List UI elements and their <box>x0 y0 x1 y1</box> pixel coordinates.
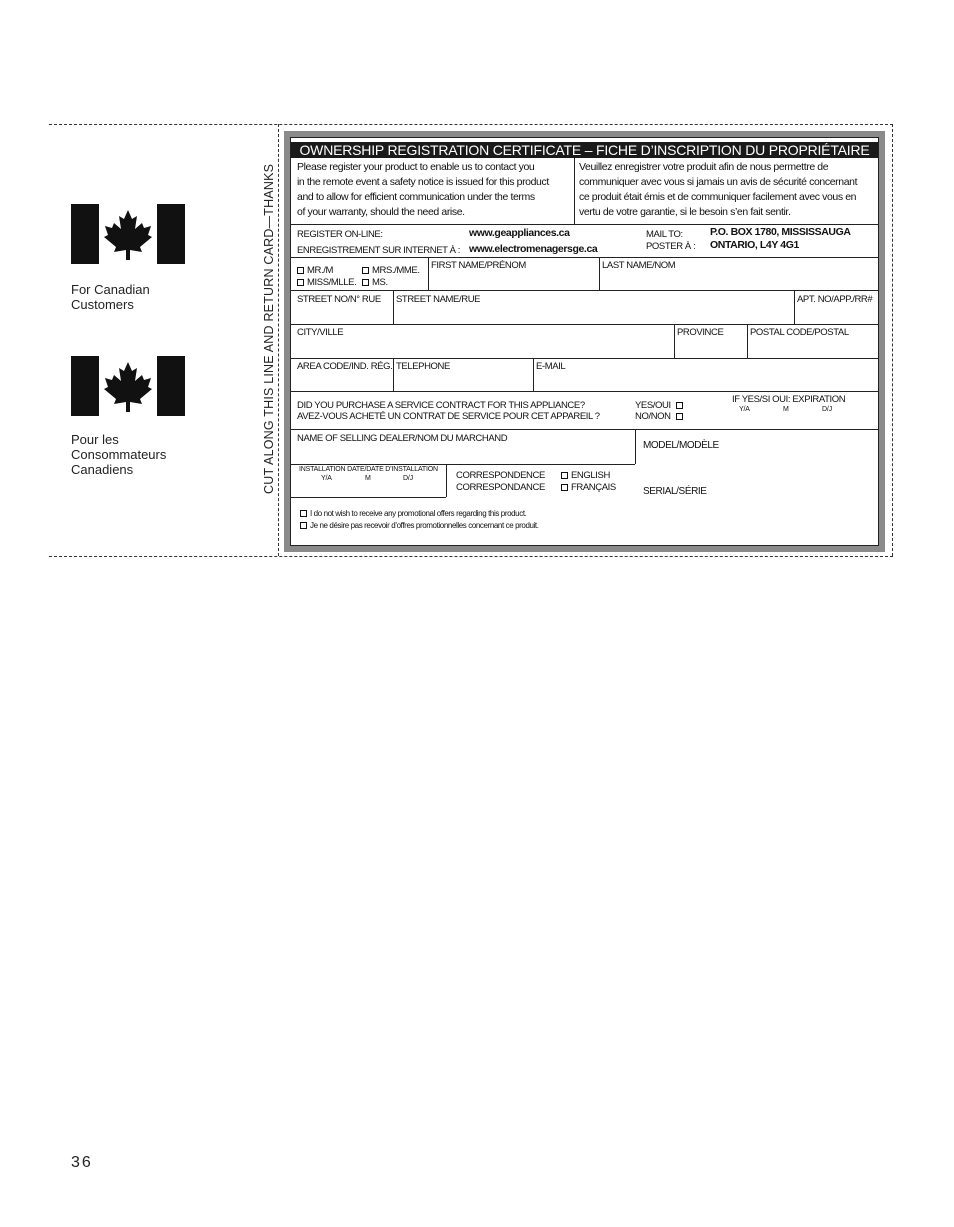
first-name-field[interactable]: FIRST NAME/PRÉNOM <box>431 260 526 271</box>
divider <box>291 497 446 498</box>
divider <box>393 358 394 391</box>
page-number: 36 <box>71 1154 93 1171</box>
divider <box>291 257 878 258</box>
expiration-year[interactable]: Y/A <box>739 406 750 413</box>
province-field[interactable]: PROVINCE <box>677 327 724 338</box>
divider <box>291 464 635 465</box>
postal-code-field[interactable]: POSTAL CODE/POSTAL <box>750 327 849 338</box>
divider <box>674 324 675 358</box>
mail-to-label: MAIL TO: <box>646 229 683 240</box>
canada-flag-icon <box>71 356 185 416</box>
mail-address-line2: ONTARIO, L4Y 4G1 <box>710 239 799 251</box>
register-online-label: REGISTER ON-LINE: <box>297 229 383 240</box>
service-question-fr: AVEZ-VOUS ACHETÉ UN CONTRAT DE SERVICE POUR CET APPAREIL ? <box>297 411 600 422</box>
caption-fr: Pour les Consommateurs Canadiens <box>71 432 167 477</box>
caption-en: For Canadian Customers <box>71 282 150 312</box>
optout-en-checkbox[interactable]: I do not wish to receive any promotional offers regarding this product. <box>300 508 526 519</box>
divider <box>574 158 575 224</box>
mail-address-line1: P.O. BOX 1780, MISSISSAUGA <box>710 226 851 238</box>
divider <box>393 290 394 324</box>
title-ms-checkbox[interactable]: MS. <box>362 277 388 288</box>
divider <box>446 464 447 497</box>
cut-border-middle <box>278 124 279 556</box>
divider <box>291 391 878 392</box>
correspondence-en: CORRESPONDENCE <box>456 470 545 481</box>
intro-french: Veuillez enregistrer votre produit afin de nous permettre de communiquer avec vous si jamais un avis de sécurité concernant ce produit était émis et de communiquer facilement avec vous en vertu de votre garantie, si le besoin s’en fait sentir. <box>579 161 858 218</box>
cut-border-top <box>49 124 893 125</box>
divider <box>747 324 748 358</box>
model-field[interactable]: MODEL/MODÈLE <box>643 440 719 451</box>
divider <box>291 358 878 359</box>
francais-checkbox[interactable]: FRANÇAIS <box>561 482 616 493</box>
install-month[interactable]: M <box>365 475 371 482</box>
divider <box>599 257 600 290</box>
register-fr-link[interactable]: www.electromenagersge.ca <box>469 243 598 255</box>
service-question-en: DID YOU PURCHASE A SERVICE CONTRACT FOR THIS APPLIANCE? <box>297 400 585 411</box>
install-day[interactable]: D/J <box>403 475 413 482</box>
apt-field[interactable]: APT. NO/APP./RR# <box>797 294 873 305</box>
install-year[interactable]: Y/A <box>321 475 332 482</box>
title-mr-checkbox[interactable]: MR./M <box>297 265 333 276</box>
expiration-label: IF YES/SI OUI: EXPIRATION <box>732 394 846 405</box>
divider <box>428 257 429 290</box>
divider <box>291 429 878 430</box>
divider <box>291 324 878 325</box>
title-mrs-checkbox[interactable]: MRS./MME. <box>362 265 420 276</box>
install-date-label: INSTALLATION DATE/DATE D’INSTALLATION <box>299 466 438 473</box>
card-title: OWNERSHIP REGISTRATION CERTIFICATE – FICHE D’INSCRIPTION DU PROPRIÉTAIRE <box>291 142 878 158</box>
telephone-field[interactable]: TELEPHONE <box>396 361 450 372</box>
english-checkbox[interactable]: ENGLISH <box>561 470 610 481</box>
divider <box>291 224 878 225</box>
register-fr-label: ENREGISTREMENT SUR INTERNET À : <box>297 245 461 256</box>
cut-border-right <box>892 124 893 556</box>
poster-label: POSTER À : <box>646 241 696 252</box>
street-no-field[interactable]: STREET NO/N° RUE <box>297 294 381 305</box>
divider <box>533 358 534 391</box>
service-no-checkbox[interactable]: NO/NON <box>635 411 686 422</box>
cut-border-bottom <box>49 556 893 557</box>
cut-line-instruction: CUT ALONG THIS LINE AND RETURN CARD—THANKS <box>262 163 276 494</box>
registration-card <box>290 137 879 546</box>
dealer-field[interactable]: NAME OF SELLING DEALER/NOM DU MARCHAND <box>297 433 508 444</box>
last-name-field[interactable]: LAST NAME/NOM <box>602 260 676 271</box>
service-yes-checkbox[interactable]: YES/OUI <box>635 400 686 411</box>
expiration-month[interactable]: M <box>783 406 789 413</box>
expiration-day[interactable]: D/J <box>822 406 832 413</box>
canada-flag-icon <box>71 204 185 264</box>
correspondence-fr: CORRESPONDANCE <box>456 482 545 493</box>
divider <box>291 290 878 291</box>
intro-english: Please register your product to enable us to contact you in the remote event a safety notice is issued for this product and to allow for efficient communication under the terms of your warranty, should the need arise. <box>297 161 549 218</box>
area-code-field[interactable]: AREA CODE/IND. RÉG. <box>297 361 393 372</box>
serial-field[interactable]: SERIAL/SÉRIE <box>643 486 707 497</box>
city-field[interactable]: CITY/VILLE <box>297 327 344 338</box>
title-miss-checkbox[interactable]: MISS/MLLE. <box>297 277 356 288</box>
divider <box>635 429 636 464</box>
divider <box>794 290 795 324</box>
optout-fr-checkbox[interactable]: Je ne désire pas recevoir d’offres promotionnelles concernant ce produit. <box>300 520 539 531</box>
street-name-field[interactable]: STREET NAME/RUE <box>396 294 481 305</box>
email-field[interactable]: E-MAIL <box>536 361 566 372</box>
register-online-link[interactable]: www.geappliances.ca <box>469 227 570 239</box>
